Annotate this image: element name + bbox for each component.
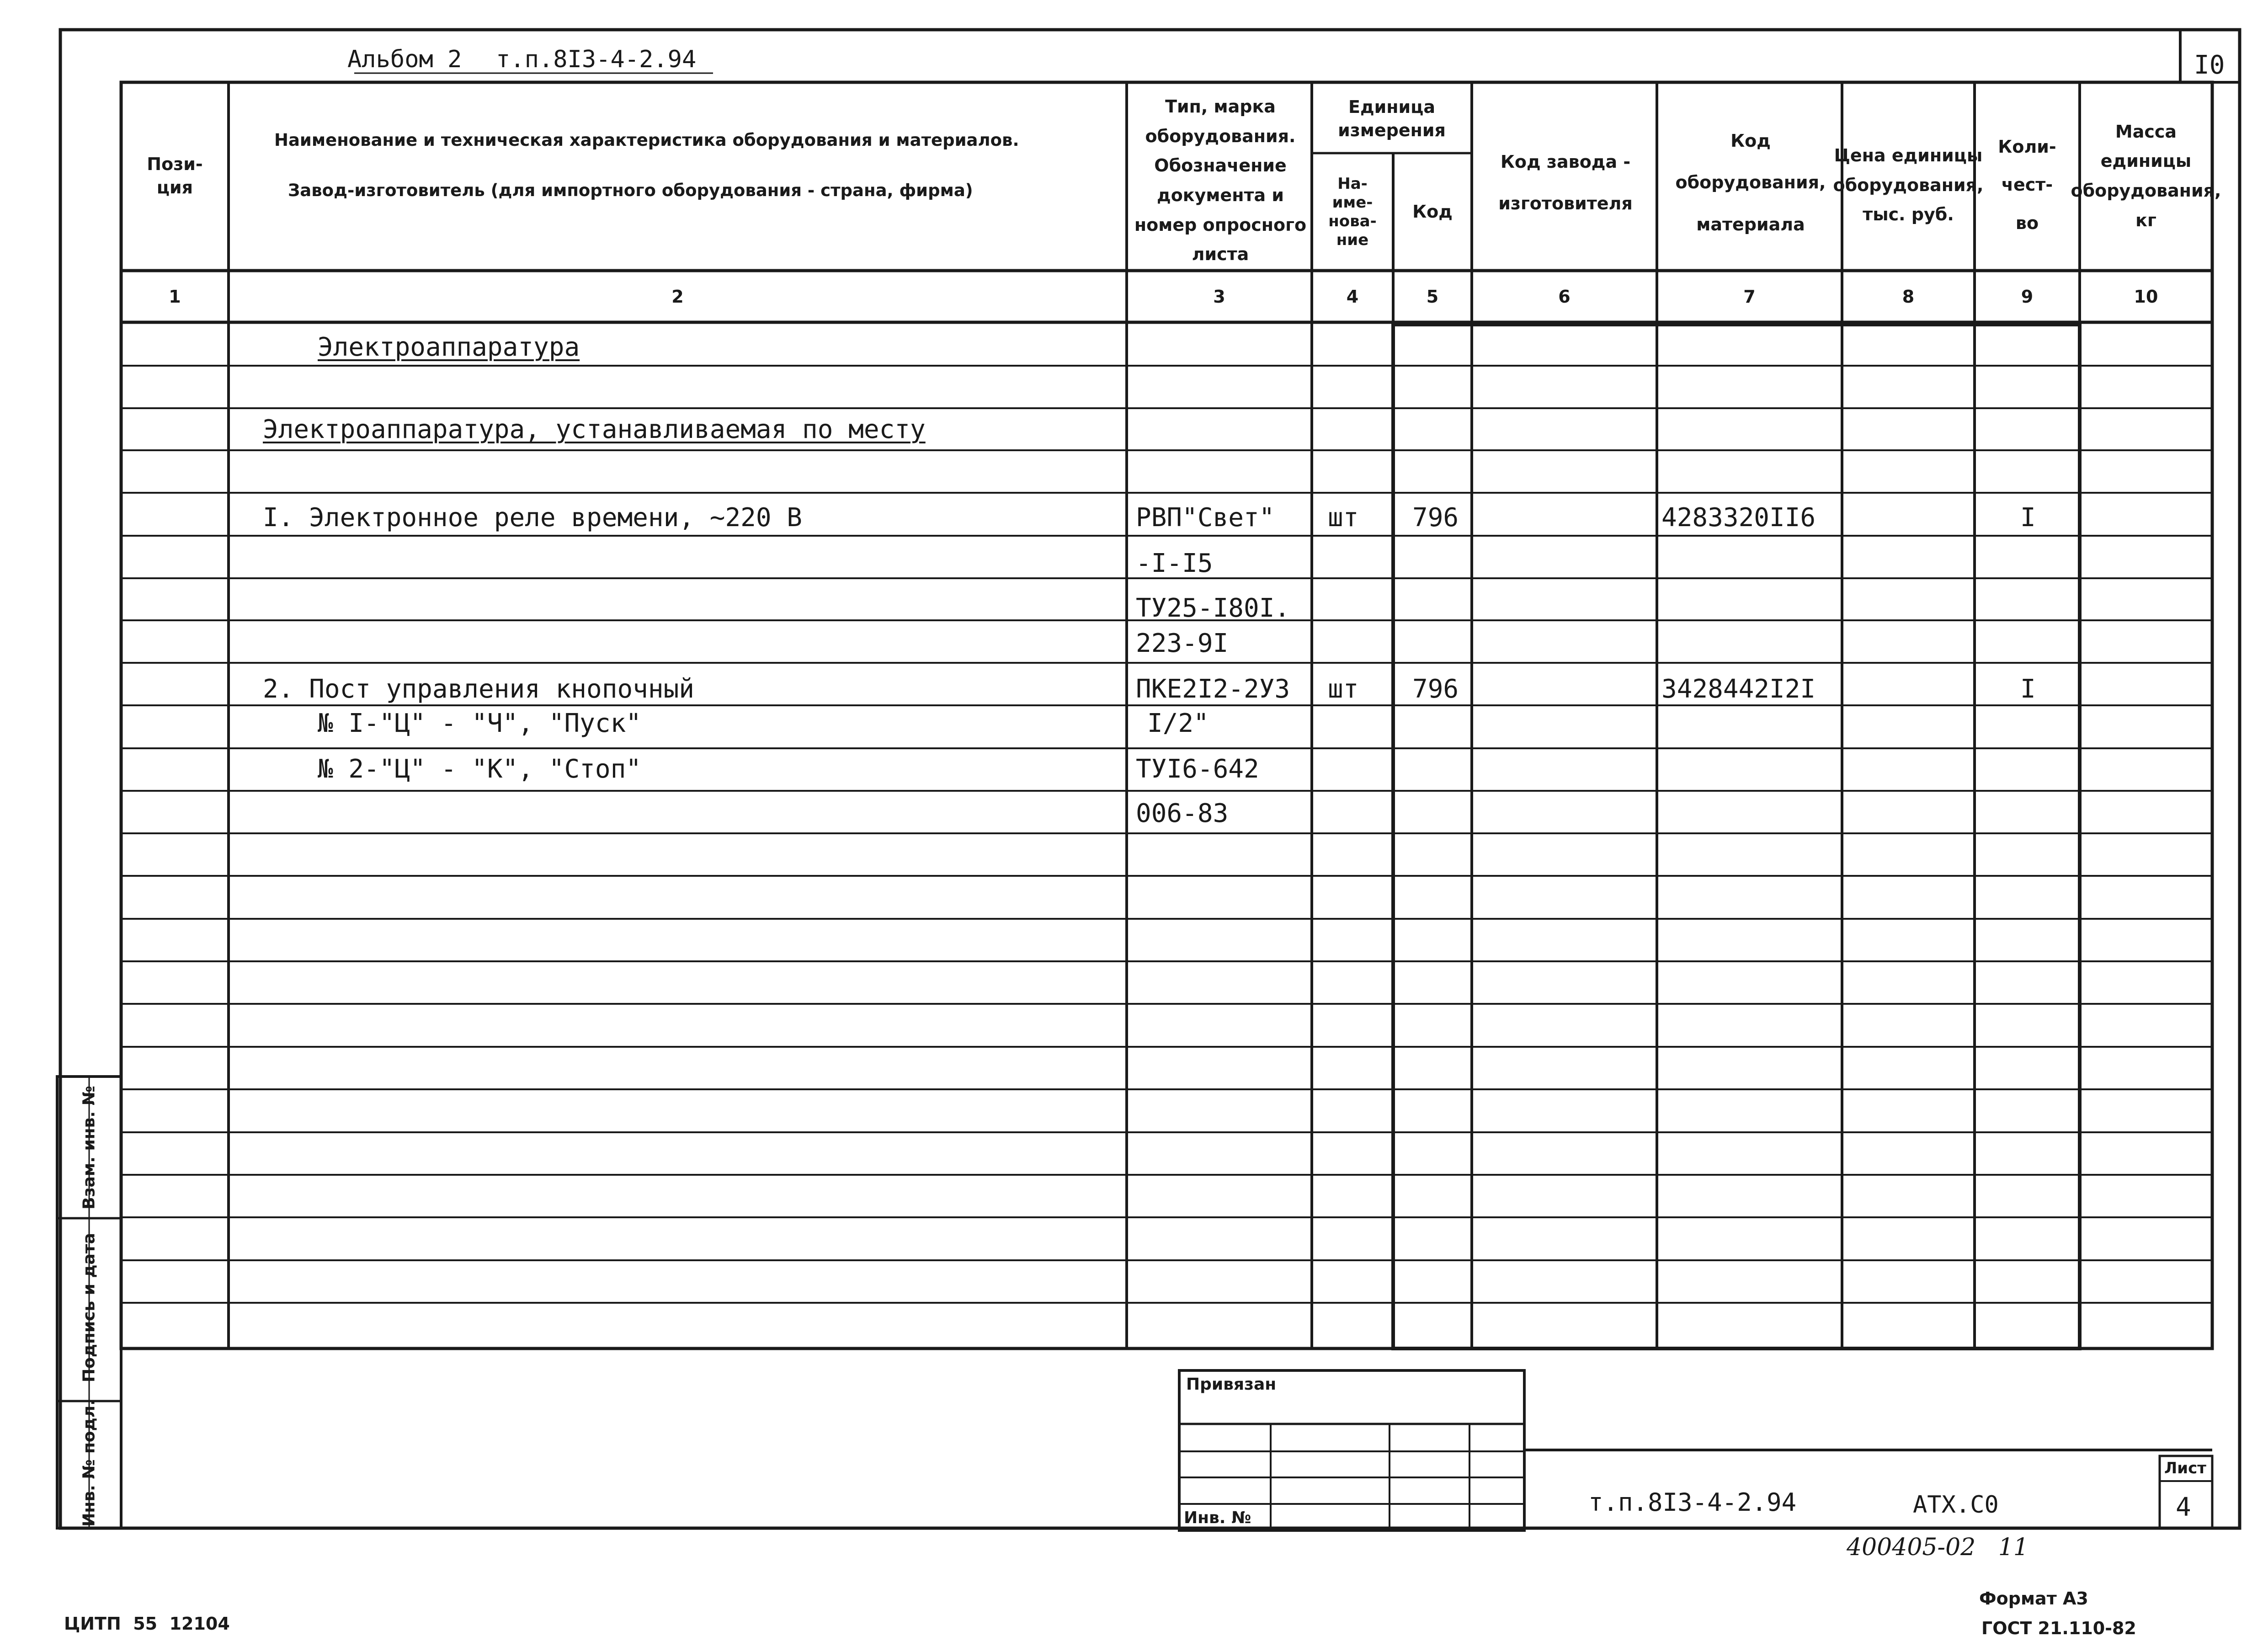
format-label: Формат А3 — [1979, 1588, 2088, 1609]
org-label: ЦИТП 55 12104 — [64, 1614, 230, 1634]
col5-header: Код — [1412, 202, 1453, 222]
item2-unit-name: шт — [1328, 674, 1359, 704]
col-number-10: 10 — [2134, 286, 2158, 307]
col7-header: Код оборудования, материала — [1675, 131, 1826, 235]
item1-unit-code: 796 — [1412, 503, 1459, 533]
item2-sub-line1: № I-"Ц" - "Ч", "Пуск" — [318, 709, 642, 738]
item1-type-line1: РВП"Свет" — [1136, 503, 1275, 533]
unit-group-header: Единица измерения — [1338, 96, 1446, 140]
item2-type-line2: I/2" — [1147, 709, 1209, 738]
item1-type-line3: ТУ25-I80I. — [1136, 593, 1290, 623]
sheet-label: Лист — [2164, 1459, 2206, 1477]
col-number-8: 8 — [1902, 286, 1915, 307]
col-number-3: 3 — [1213, 286, 1225, 307]
item1-name: I. Электронное реле времени, ~220 В — [263, 503, 803, 533]
col2-header-line1: Наименование и техническая характеристика оборудования и материалов. — [274, 130, 1019, 150]
col4-header: На- име- нова- ние — [1328, 175, 1377, 249]
subsection-title: Электроаппаратура, устанавливаемая по месту — [263, 415, 926, 444]
stamp-sign-date: Подпись и дата — [80, 1233, 99, 1382]
handwritten-inventory: 400405-02 11 — [1847, 1534, 2028, 1561]
sheet-value: 4 — [2176, 1492, 2191, 1522]
item2-equipment-code: 3428442I2I — [1661, 674, 1816, 704]
col8-header: Цена единицы оборудования, тыс. руб. — [1833, 145, 1984, 225]
col3-header: Тип, марка оборудования. Обозначение документа и номер опросного листа — [1134, 96, 1307, 265]
col-number-1: 1 — [169, 286, 181, 307]
doc-code: т.п.8I3-4-2.94 — [1588, 1488, 1797, 1517]
album-label: Альбом 2 — [347, 46, 462, 73]
item1-unit-name: шт — [1328, 503, 1359, 533]
col1-header: Пози- ция — [147, 154, 203, 197]
item2-type-line3: ТУI6-642 — [1136, 754, 1259, 784]
col9-header: Коли- чест- во — [1998, 136, 2056, 233]
item1-type-line4: 223-9I — [1136, 629, 1229, 658]
section-title: Электроаппаратура — [318, 332, 580, 362]
stamp-inv-original: Инв. № подл. — [80, 1399, 99, 1527]
col-number-7: 7 — [1743, 286, 1756, 307]
col10-header: Масса единицы оборудования, кг — [2071, 121, 2221, 230]
col-number-2: 2 — [671, 286, 684, 307]
project-code-top: т.п.8I3-4-2.94 — [496, 46, 697, 73]
col2-header-line2: Завод-изготовитель (для импортного оборудования - страна, фирма) — [288, 181, 973, 200]
item2-type-line1: ПКЕ2I2-2У3 — [1136, 674, 1290, 704]
col-number-9: 9 — [2021, 286, 2034, 307]
corner-sheet-number: I0 — [2194, 50, 2225, 80]
linked-label: Привязан — [1186, 1375, 1277, 1394]
item2-name: 2. Пост управления кнопочный — [263, 674, 695, 704]
doc-mark: АТХ.С0 — [1913, 1491, 1999, 1519]
inv-no-label: Инв. № — [1184, 1508, 1251, 1527]
stamp-inv-replace: Взам. инв. № — [80, 1086, 99, 1210]
item2-quantity: I — [2020, 674, 2036, 704]
item2-type-line4: 006-83 — [1136, 799, 1229, 828]
item1-type-line2: -I-I5 — [1136, 549, 1213, 578]
col-number-6: 6 — [1558, 286, 1571, 307]
item2-sub-line2: № 2-"Ц" - "К", "Стоп" — [318, 754, 642, 784]
col6-header: Код завода - изготовителя — [1498, 151, 1633, 213]
col-number-4: 4 — [1346, 286, 1359, 307]
item1-quantity: I — [2020, 503, 2036, 533]
item1-equipment-code: 4283320II6 — [1661, 503, 1816, 533]
item2-unit-code: 796 — [1412, 674, 1459, 704]
standard-label: ГОСТ 21.110-82 — [1981, 1618, 2136, 1638]
col-number-5: 5 — [1426, 286, 1439, 307]
